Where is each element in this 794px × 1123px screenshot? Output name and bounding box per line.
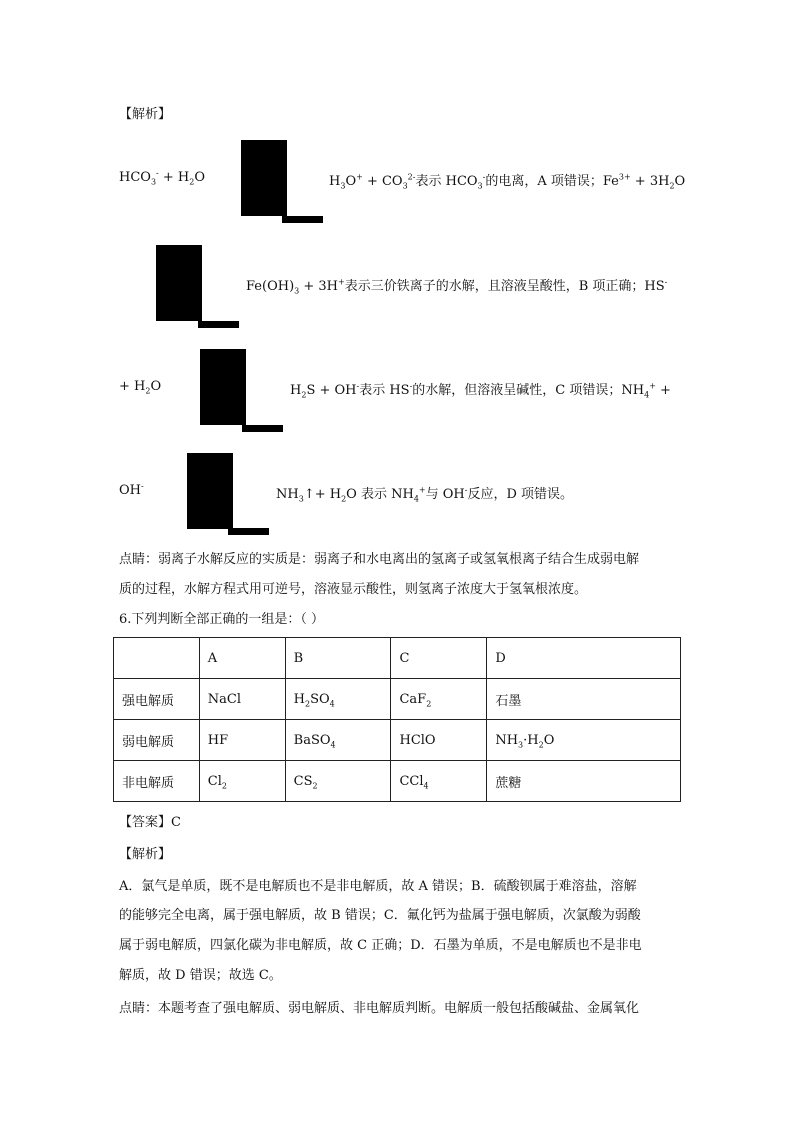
equation-2-right: $Fe(OH)_3 + 3H^+$表示三价铁离子的水解，且溶液呈酸性，B 项正确；HS- (246, 277, 668, 296)
equation-4-right: $NH_3↑+ H_2O$ 表示 $NH_4^+$与 OH-反应，D 项错误。 (276, 485, 574, 504)
analysis-heading-2: 【解析】 (119, 847, 172, 862)
equation-3-right: $H_2S + OH^-$表示 HS-的水解，但溶液呈碱性，C 项错误；$NH_4^+$ + (290, 381, 671, 400)
table-cell: CaF$_2$ (391, 679, 487, 720)
table-row (114, 761, 681, 802)
table-cell: D (487, 638, 681, 679)
tip-line-3: 点睛：本题考查了强电解质、弱电解质、非电解质判断。电解质一般包括酸碱盐、金属氧化 (119, 1001, 640, 1016)
table-cell: CCl$_4$ (391, 761, 487, 802)
analysis-heading: 【解析】 (119, 107, 172, 122)
reversible-arrow-image-tail (228, 528, 269, 535)
reversible-arrow-image-tail (198, 321, 239, 328)
table-cell: 强电解质 (114, 679, 200, 720)
table-cell: 石墨 (487, 679, 681, 720)
table-row (114, 679, 681, 720)
table-cell: BaSO$_4$ (285, 720, 391, 761)
table-cell: 非电解质 (114, 761, 200, 802)
analysis-line-3: 属于弱电解质，四氯化碳为非电解质，故 C 正确；D．石墨为单质，不是电解质也不是非电 (119, 938, 642, 953)
table-cell: 弱电解质 (114, 720, 200, 761)
question-6: 6.下列判断全部正确的一组是：（ ） (119, 612, 325, 627)
table-header-row (114, 638, 681, 679)
answer-line: 【答案】C (119, 815, 181, 830)
equation-3-left: + $H_2O$ (119, 379, 162, 396)
table-cell: A (199, 638, 285, 679)
tip-line-2: 质的过程，水解方程式用可逆号，溶液显示酸性，则氢离子浓度大于氢氧根浓度。 (119, 582, 588, 597)
reversible-arrow-image (200, 349, 246, 425)
table-row (114, 720, 681, 761)
table-cell (114, 638, 200, 679)
table-cell: $H_2SO_4$ (285, 679, 391, 720)
equation-1-left: $HCO_3^- + H_2O$ (119, 168, 206, 187)
table-cell: HClO (391, 720, 487, 761)
table-cell: $CS_2$ (285, 761, 391, 802)
reversible-arrow-image (241, 140, 287, 216)
table-cell: B (285, 638, 391, 679)
analysis-line-1: A．氯气是单质，既不是电解质也不是非电解质，故 A 错误；B．硫酸钡属于难溶盐，溶解 (119, 879, 637, 894)
electrolyte-table (113, 637, 681, 802)
table-cell: 蔗糖 (487, 761, 681, 802)
analysis-line-4: 解质，故 D 错误；故选 C。 (119, 968, 282, 983)
reversible-arrow-image (187, 453, 233, 529)
table-cell: C (391, 638, 487, 679)
equation-4-left: OH- (119, 481, 144, 498)
equation-1-right: $H_3O^+ + CO_3^{2-}$表示 $HCO_3^-$的电离，A 项错误；$Fe^{3+} + 3H_2O$ (329, 172, 686, 191)
table-cell: $NH_3\cdot H_2O$ (487, 720, 681, 761)
table-cell: HF (199, 720, 285, 761)
table-cell: $Cl_2$ (199, 761, 285, 802)
reversible-arrow-image-tail (242, 425, 283, 432)
tip-line-1: 点睛：弱离子水解反应的实质是：弱离子和水电离出的氢离子或氢氧根离子结合生成弱电解 (119, 552, 640, 567)
analysis-line-2: 的能够完全电离，属于强电解质，故 B 错误；C．氟化钙为盐属于强电解质，次氯酸为弱酸 (119, 908, 641, 923)
reversible-arrow-image-tail (282, 216, 323, 223)
reversible-arrow-image (156, 245, 202, 321)
table-cell: NaCl (199, 679, 285, 720)
